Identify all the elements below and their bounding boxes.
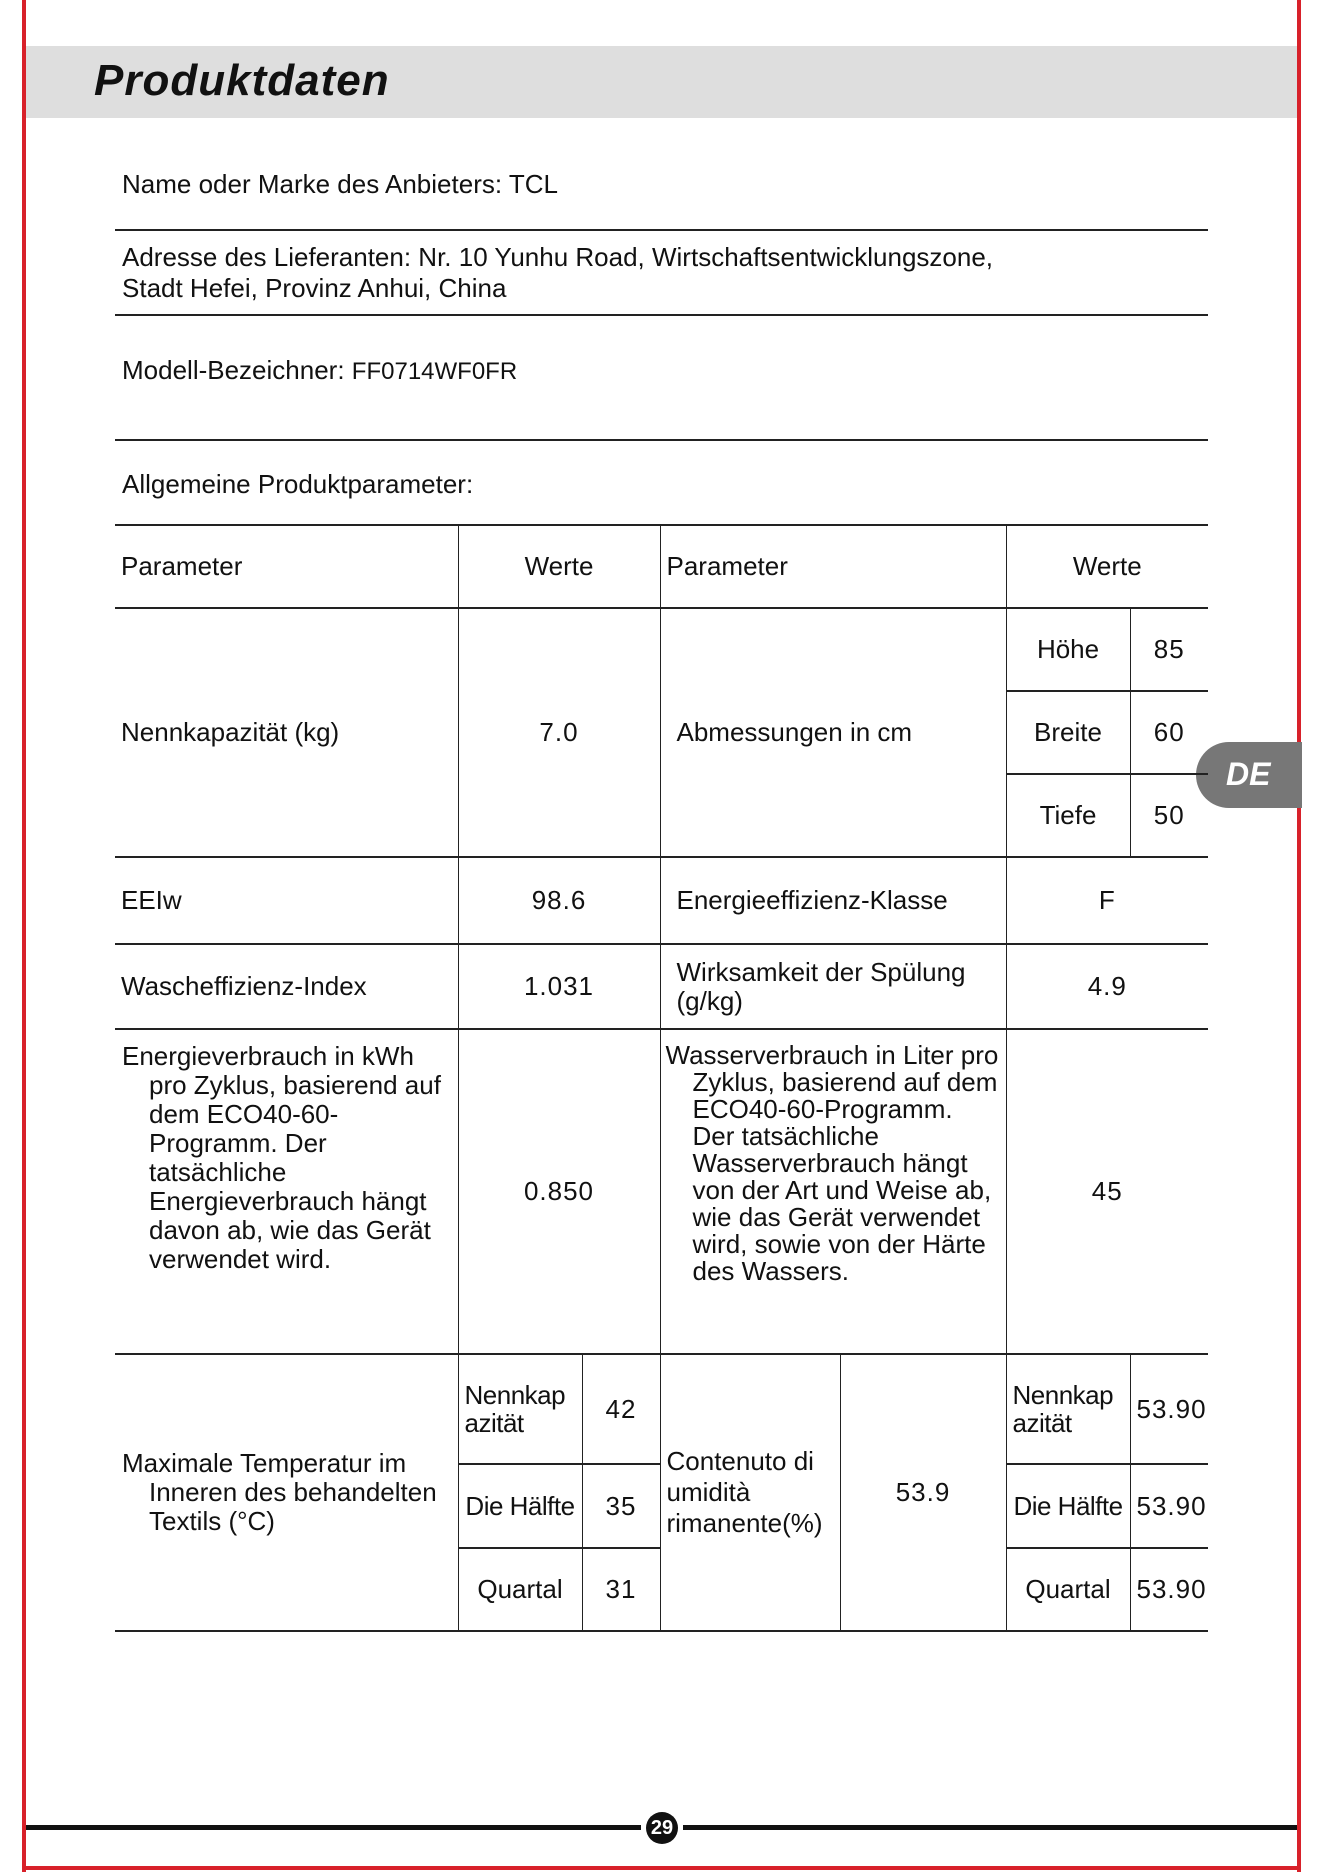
address-line-2: Stadt Hefei, Provinz Anhui, China xyxy=(122,273,507,303)
page-border-bottom xyxy=(22,1866,1301,1870)
energy-class-label: Energieeffizienz-Klasse xyxy=(660,857,1006,944)
capacity-value: 7.0 xyxy=(458,608,660,857)
table-row xyxy=(115,944,1208,1029)
title-bar xyxy=(26,46,1297,118)
eeiw-label: EEIw xyxy=(115,857,458,944)
header-parameter: Parameter xyxy=(660,525,1006,608)
table-row xyxy=(115,1354,1208,1464)
width-label: Breite xyxy=(1006,691,1130,774)
page-border-right xyxy=(1297,0,1301,1872)
max-temp-quarter-label: Quartal xyxy=(458,1548,582,1631)
model-label: Modell-Bezeichner: xyxy=(122,355,345,385)
max-temp-rated-label: Nennkapazität xyxy=(458,1354,582,1464)
moisture-quarter-value: 53.90 xyxy=(1130,1548,1208,1631)
divider xyxy=(115,229,1208,231)
energy-consumption-value: 0.850 xyxy=(458,1029,660,1354)
wash-index-label: Wascheffizienz-Index xyxy=(115,944,458,1029)
max-temp-quarter-value: 31 xyxy=(582,1548,660,1631)
max-temp-half-label: Die Hälfte xyxy=(458,1464,582,1548)
water-consumption-value: 45 xyxy=(1006,1029,1208,1354)
header-parameter: Parameter xyxy=(115,525,458,608)
capacity-label: Nennkapazität (kg) xyxy=(115,608,458,857)
max-temp-half-value: 35 xyxy=(582,1464,660,1548)
moisture-quarter-label: Quartal xyxy=(1006,1548,1130,1631)
dimensions-label: Abmessungen in cm xyxy=(660,608,1006,857)
page-border-left xyxy=(22,0,26,1872)
height-value: 85 xyxy=(1130,608,1208,691)
divider xyxy=(115,314,1208,316)
eeiw-value: 98.6 xyxy=(458,857,660,944)
depth-label: Tiefe xyxy=(1006,774,1130,857)
header-values: Werte xyxy=(1006,525,1208,608)
header-values: Werte xyxy=(458,525,660,608)
language-tab xyxy=(1196,742,1302,808)
moisture-value: 53.9 xyxy=(840,1354,1006,1631)
height-label: Höhe xyxy=(1006,608,1130,691)
divider xyxy=(115,439,1208,441)
energy-class-value: F xyxy=(1006,857,1208,944)
model-identifier xyxy=(122,355,517,387)
moisture-half-value: 53.90 xyxy=(1130,1464,1208,1548)
wash-index-value: 1.031 xyxy=(458,944,660,1029)
rinse-label: Wirksamkeit der Spülung (g/kg) xyxy=(660,944,1006,1029)
max-temp-rated-value: 42 xyxy=(582,1354,660,1464)
supplier-name: Name oder Marke des Anbieters: TCL xyxy=(122,169,558,199)
max-temperature-label: Maximale Temperatur im Inneren des behandelten Textils (°C) xyxy=(115,1354,458,1631)
moisture-half-label: Die Hälfte xyxy=(1006,1464,1130,1548)
footer-line-right xyxy=(683,1825,1297,1830)
table-row xyxy=(115,1029,1208,1354)
energy-consumption-label: Energieverbrauch in kWh pro Zyklus, basierend auf dem ECO40-60-Programm. Der tatsächliche Energieverbrauch hängt davon ab, wie das Gerät verwendet wird. xyxy=(115,1029,458,1354)
product-parameters-table xyxy=(115,524,1208,1632)
water-consumption-label: Wasserverbrauch in Liter pro Zyklus, basierend auf dem ECO40-60-Programm. Der tatsächliche Wasserverbrauch hängt von der Art und Weise ab, wie das Gerät verwendet wird, sowie von der Härte des Wassers. xyxy=(660,1029,1006,1354)
rinse-value: 4.9 xyxy=(1006,944,1208,1029)
model-value: FF0714WF0FR xyxy=(351,358,518,385)
footer-line-left xyxy=(26,1825,641,1830)
page-number: 29 xyxy=(646,1812,678,1844)
language-tab-label: DE xyxy=(1226,756,1271,792)
table-header-row xyxy=(115,525,1208,608)
supplier-address xyxy=(122,242,993,304)
general-parameters-heading: Allgemeine Produktparameter: xyxy=(122,469,474,499)
table-row xyxy=(115,857,1208,944)
moisture-label: Contenuto di umidità rimanente(%) xyxy=(660,1354,840,1631)
depth-value: 50 xyxy=(1130,774,1208,857)
address-line-1: Adresse des Lieferanten: Nr. 10 Yunhu Road, Wirtschaftsentwicklungszone, xyxy=(122,242,994,272)
table-row xyxy=(115,608,1208,691)
moisture-rated-label: Nennkapazität xyxy=(1006,1354,1130,1464)
moisture-rated-value: 53.90 xyxy=(1130,1354,1208,1464)
page-title: Produktdaten xyxy=(94,56,390,105)
width-value: 60 xyxy=(1130,691,1208,774)
